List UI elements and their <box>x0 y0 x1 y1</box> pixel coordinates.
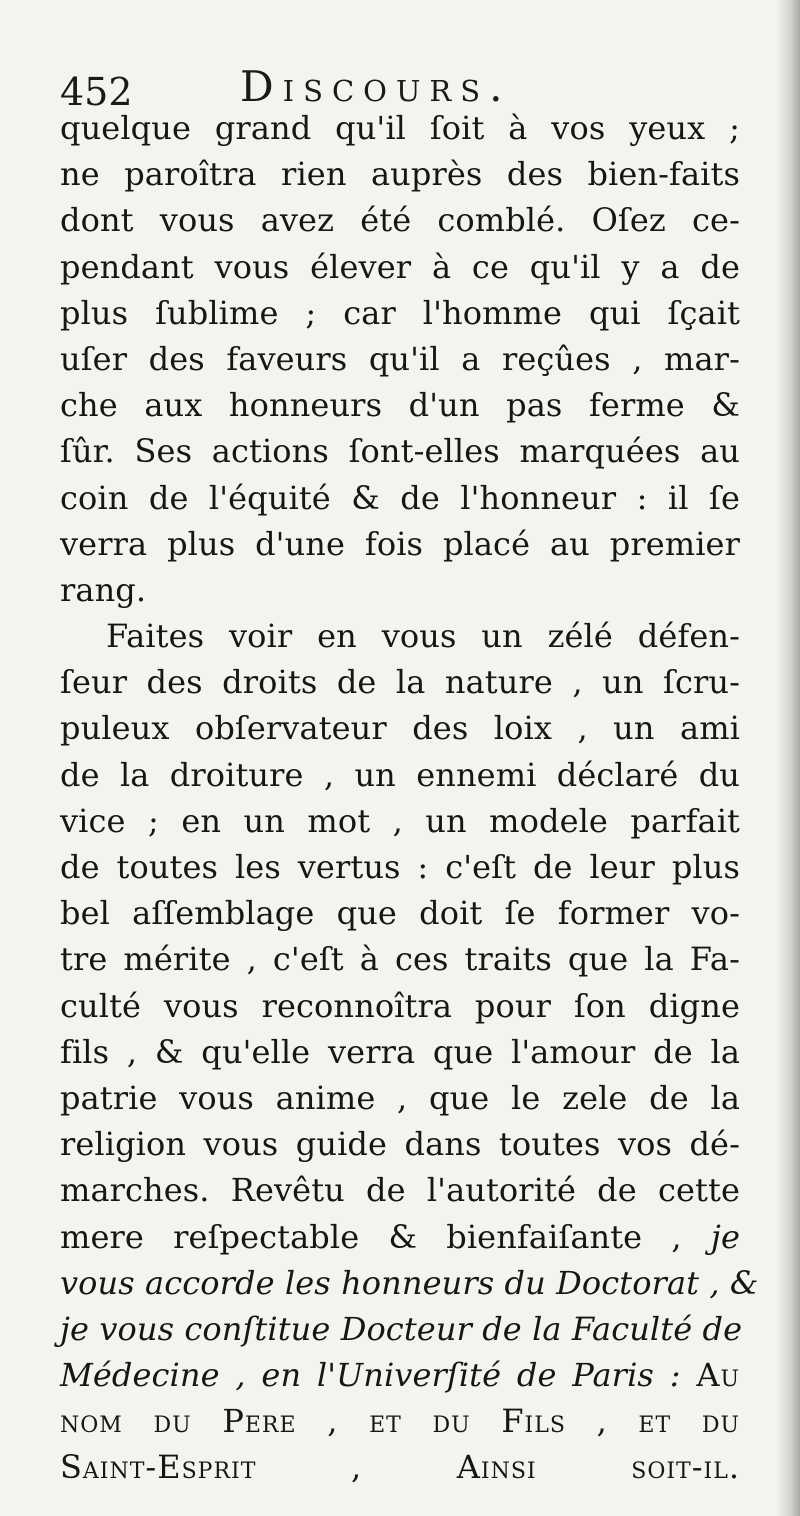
text-line: fils , & qu'elle verra que l'amour de la <box>60 1032 740 1071</box>
mixed-text-line <box>60 1352 740 1398</box>
roman-segment: mere reſpectable & bienfaiſante , <box>60 1217 682 1256</box>
italic-segment: Médecine , en l'Univerſité de Paris : <box>60 1356 681 1395</box>
text-line: de la droiture , un ennemi déclaré du <box>60 755 740 794</box>
text-line: puleux obſervateur des loix , un ami <box>60 709 740 748</box>
text-line: quelque grand qu'il ſoit à vos yeux ; <box>60 109 740 147</box>
smallcaps-line: Saint-Esprit , Ainsi soit-il. <box>60 1448 740 1487</box>
text-line: coin de l'équité & de l'honneur : il ſe <box>60 478 740 517</box>
text-line: ne paroîtra rien auprès des bien-faits <box>60 155 740 194</box>
smallcaps-line: nom du Pere , et du Fils , et du <box>60 1402 740 1441</box>
page-number: 452 <box>60 70 133 114</box>
mixed-text-line <box>60 1214 740 1260</box>
text-line: religion vous guide dans toutes vos dé- <box>60 1125 740 1164</box>
italic-line: vous accorde les honneurs du Doctorat , & <box>60 1263 759 1302</box>
italic-segment: je <box>710 1217 740 1256</box>
text-line: bel aſſemblage que doit ſe former vo- <box>60 894 740 933</box>
text-line: marches. Revêtu de l'autorité de cette <box>60 1171 740 1210</box>
page-edge-shadow <box>776 0 800 1516</box>
text-line: uſer des faveurs qu'il a reçûes , mar- <box>60 339 740 378</box>
text-line: verra plus d'une fois placé au premier <box>60 524 740 563</box>
italic-line: je vous conſtitue Docteur de la Faculté de <box>60 1309 743 1348</box>
text-line: che aux honneurs d'un pas ferme & <box>60 386 740 425</box>
text-line: de toutes les vertus : c'eſt de leur plus <box>60 848 740 886</box>
text-line: dont vous avez été comblé. Oſez ce- <box>60 201 740 240</box>
text-line: vice ; en un mot , un modele parfait <box>60 801 740 840</box>
text-line: patrie vous anime , que le zele de la <box>60 1078 740 1117</box>
text-line: tre mérite , c'eſt à ces traits que la Fa- <box>60 940 740 979</box>
text-line: plus ſublime ; car l'homme qui ſçait <box>60 293 740 332</box>
text-line: ſeur des droits de la nature , un ſcru- <box>60 663 740 702</box>
text-line: ſûr. Ses actions ſont-elles marquées au <box>60 432 740 471</box>
body-text <box>60 105 759 1491</box>
running-head: Discours. <box>240 62 512 111</box>
text-line: pendant vous élever à ce qu'il y a de <box>60 247 740 286</box>
paragraph-start-line: Faites voir en vous un zélé défen- <box>106 617 740 656</box>
smallcaps-segment: Au <box>696 1356 740 1395</box>
text-line: rang. <box>60 570 147 609</box>
text-line: culté vous reconnoîtra pour ſon digne <box>60 986 740 1025</box>
